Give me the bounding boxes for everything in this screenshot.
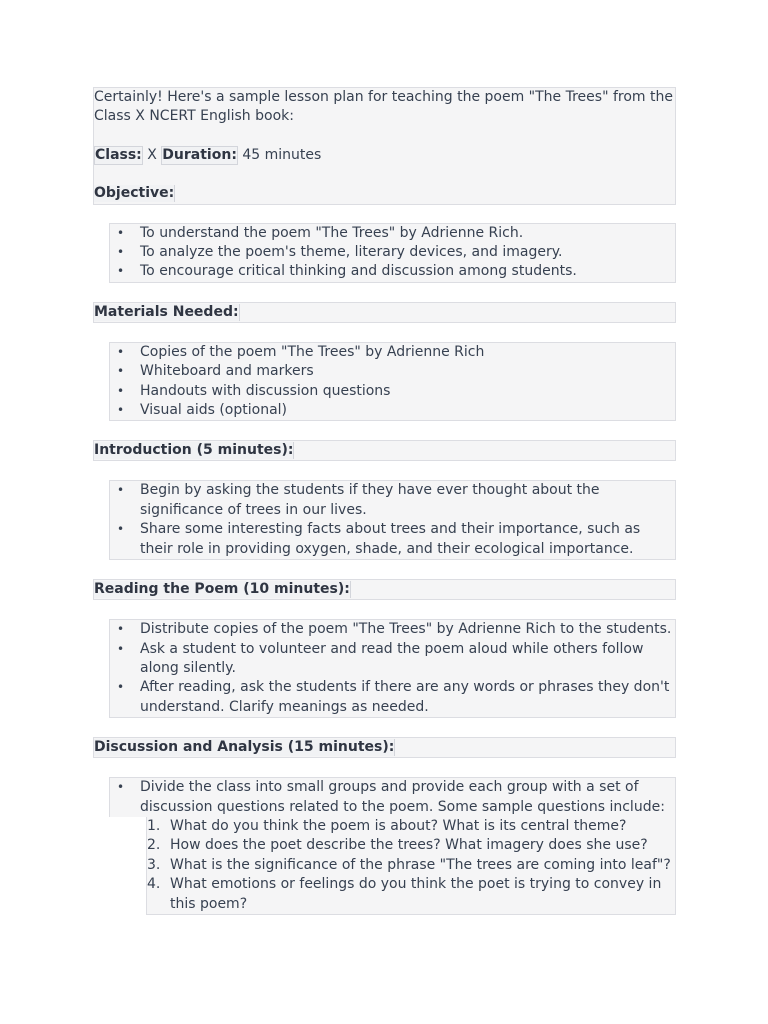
duration-label: Duration: (162, 146, 237, 163)
list-item: • To encourage critical thinking and discussion among students. (110, 262, 675, 281)
class-duration-line (94, 146, 675, 165)
discussion-questions (146, 817, 676, 915)
list-item: • Share some interesting facts about trees and their importance, such as their role in providing oxygen, shade, and their ecological importance. (110, 520, 675, 559)
question-item: 1. What do you think the poem is about? What is its central theme? (147, 817, 627, 834)
list-item: • To analyze the poem's theme, literary devices, and imagery. (110, 243, 675, 262)
reading-heading: Reading the Poem (10 minutes): (93, 579, 676, 600)
objective-list (109, 223, 676, 283)
materials-list (109, 342, 676, 422)
intro-block (93, 87, 676, 205)
list-item: • Visual aids (optional) (110, 401, 675, 420)
question-item: 2. How does the poet describe the trees? What imagery does she use? (147, 837, 648, 854)
discussion-heading: Discussion and Analysis (15 minutes): (93, 737, 676, 758)
materials-heading: Materials Needed: (93, 302, 676, 323)
objective-heading: Objective: (94, 185, 175, 202)
discussion-list (109, 777, 676, 817)
introduction-list (109, 480, 676, 560)
list-item: • Divide the class into small groups and provide each group with a set of discussion questions related to the poem. Some sample questions include: (110, 778, 675, 817)
list-item: • Begin by asking the students if they have ever thought about the significance of trees in our lives. (110, 481, 675, 520)
list-item: • After reading, ask the students if there are any words or phrases they don't understand. Clarify meanings as needed. (110, 678, 675, 717)
reading-list (109, 619, 676, 718)
class-label: Class: (95, 146, 142, 163)
list-item: • To understand the poem "The Trees" by Adrienne Rich. (110, 224, 675, 243)
question-item: 3. What is the significance of the phrase "The trees are coming into leaf"? (147, 856, 671, 873)
list-item: • Whiteboard and markers (110, 362, 675, 381)
lesson-plan-document (93, 87, 676, 915)
class-value: X (142, 146, 162, 163)
list-item: • Distribute copies of the poem "The Trees" by Adrienne Rich to the students. (110, 620, 675, 639)
duration-value: 45 minutes (237, 146, 322, 163)
question-item: 4. What emotions or feelings do you think the poet is trying to convey in this poem? (147, 876, 662, 912)
introduction-heading: Introduction (5 minutes): (93, 440, 676, 461)
intro-paragraph: Certainly! Here's a sample lesson plan for teaching the poem "The Trees" from the Class X NCERT English book: (94, 89, 673, 125)
list-item: • Copies of the poem "The Trees" by Adrienne Rich (110, 343, 675, 362)
list-item: • Ask a student to volunteer and read the poem aloud while others follow along silently. (110, 640, 675, 679)
list-item: • Handouts with discussion questions (110, 382, 675, 401)
